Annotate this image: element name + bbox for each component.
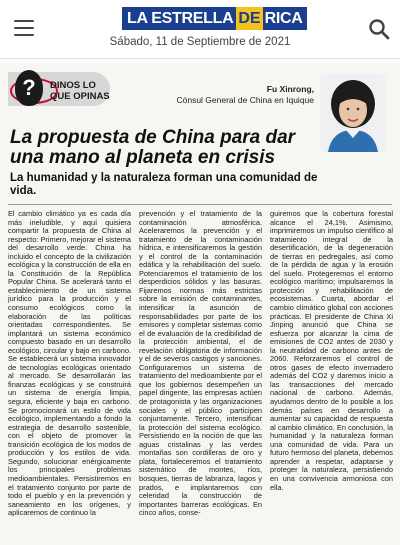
logo-part-1: LA ESTRELLA	[122, 7, 236, 30]
section-label-line-1: DINOS LO	[50, 80, 96, 91]
author-role: Cónsul General de China en Iquique	[176, 95, 314, 105]
divider	[8, 204, 392, 205]
search-icon[interactable]	[368, 18, 390, 40]
article-column-1	[8, 210, 131, 518]
article-column-2	[139, 210, 262, 518]
hamburger-menu-icon[interactable]	[14, 20, 34, 36]
column-1-text: El cambio climático ya es cada día más ineludible, y aquí quisiera compartir la propuesta de China al respecto: Primero, mejorar el sistema del desarrollo verde. China ha incluido el concepto de la civilización ecológica y la construcción de ella en la Constitución de la República Popular China. Se acelerará tanto el establecimiento de un sistema jurídico para la producción y el consumo ecológicos como la elaboración de las políticas orientadas correspondientes. Se implantará un sistema económico compuesto basado en un desarrollo ecológico, circular y bajo en carbono. Se establecerá un sistema innovador de tecnologías ecológicas orientado al mercado. Se desarrollarán las finanzas ecológicas y se construirá un sistema de energía limpia, segura, eficiente y baja en carbono. Se promocionará un estilo de vida ecológico, implementando a fondo la estrategia de desarrollo sostenible, con el objeto de promover la transición ecológica de los modos de producción y los estilos de vida. Segundo, solucionar enérgicamente los principales problemas medioambientales. Persistiremos en el tratamiento conjunto por parte de todo el pueblo y en la prevención y saneamiento en los orígenes, y aplicaremos de continuo la	[8, 209, 131, 518]
author-photo	[320, 74, 386, 152]
author-name: Fu Xinrong,	[266, 84, 314, 94]
header-date: Sábado, 11 de Septiembre de 2021	[109, 36, 291, 48]
article-headline: La propuesta de China para dar una mano al planeta en crisis	[10, 127, 296, 168]
column-3-text: guiremos que la cobertura forestal alcance el 24,1%. Asimismo, imprimiremos un impulso científico al tratamiento integral de la desertificación, de la degeneración de tierras en pedregales, así como de la pérdida de agua y la erosión del suelo. Protegeremos el entorno ecológico marítimo; impulsaremos la protección y rehabilitación de ecosistemas. Cuarta, abordar el cambio climático global con acciones prácticas. El presidente de China Xi Jinping anunció que China se esfuerza por alcanzar la cima de emisiones de CO2 antes de 2030 y la neutralidad de carbono antes de 2060. Reforzaremos el control de otros gases de efecto invernadero además del CO2 y daremos inicio a las transacciones del mercado nacional de carbono. Además, ayudamos dentro de lo posible a los demás países en desarrollo a aumentar su capacidad de respuesta al cambio climático. En conclusión, la humanidad y la naturaleza forman una comunidad de vida. Para un futuro hermoso del planeta, debemos aprender a respetar, adaptarse y proteger la naturaleza, persistiendo en una convivencia armoniosa con ella.	[270, 209, 393, 492]
question-mark-icon: ?	[15, 70, 43, 106]
logo-part-2: DE	[236, 7, 262, 30]
article-subhead: La humanidad y la naturaleza forman una comunidad de vida.	[10, 172, 318, 197]
column-2-text: prevención y el tratamiento de la contaminación atmosférica. Aceleraremos la prevención y el tratamiento de la contaminación hídrica, e intensificaremos la gestión y el control de la contaminación edáfica y la rehabilitación del suelo. Potenciaremos el tratamiento de los desperdicios sólidos y las basuras. Fijaremos normas más estrictas sobre la emisión de contaminantes, intensificar la asunción de responsabilidades por parte de los emisores y completar sistemas como el de evaluación de la credibilidad de la protección ambiental, el de revelación obligatoria de información y el de severos castigos y sanciones. Configuraremos un sistema de tratamiento del medioambiente por el que los gobiernos desempeñen un papel dirigente, las empresas actúen de protagonista y las organizaciones sociales y el público participen conjuntamente. Tercero, intensificar la protección del sistema ecológico. Persistiendo en la noción de que las aguas cristalinas y las verdes montañas son cordilleras de oro y plata, fortaleceremos el tratamiento sistemático de montes, ríos, bosques, tierras de labranza, lagos y prados, e implantaremos con celeridad la construcción de importantes barreras ecológicas. En cinco años, conse-	[139, 209, 262, 518]
top-bar	[0, 0, 400, 59]
article-column-3	[270, 210, 393, 492]
section-label	[50, 80, 110, 102]
author-byline	[176, 84, 314, 106]
logo-part-3: RICA	[263, 7, 308, 30]
section-label-line-2: QUE OPINAS	[50, 91, 110, 102]
site-logo[interactable]	[122, 7, 307, 30]
